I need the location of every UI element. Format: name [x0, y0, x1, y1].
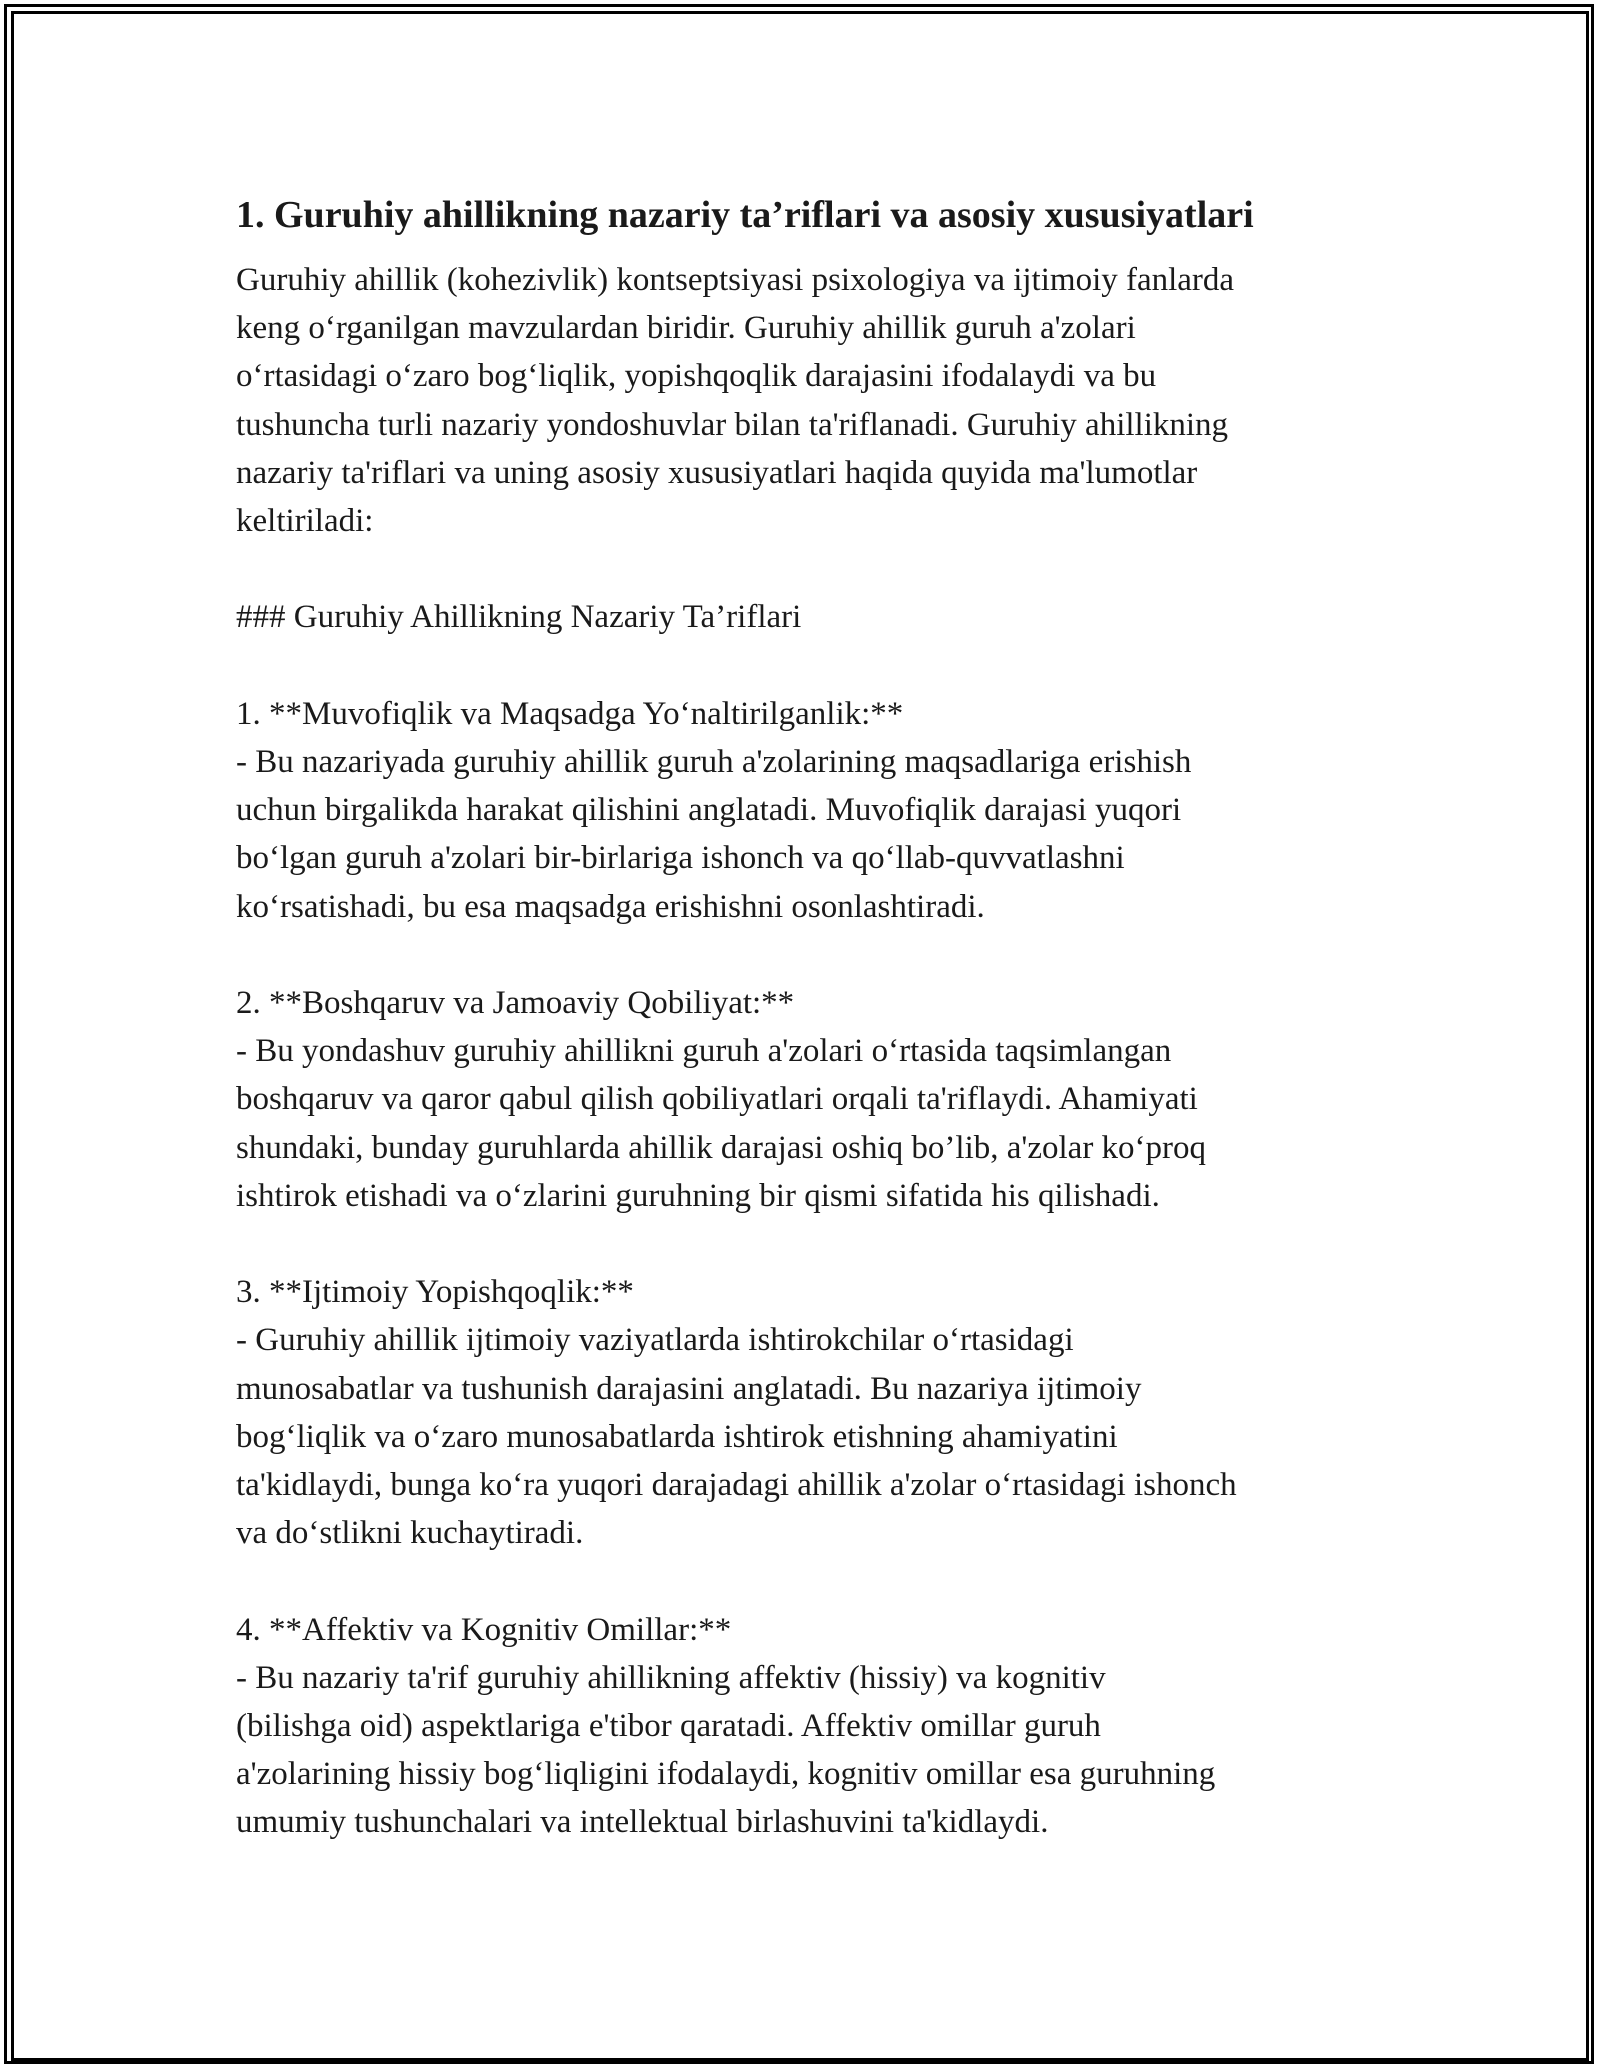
- section-3-body: - Guruhiy ahillik ijtimoiy vaziyatlarda ishtirokchilar o‘rtasidagi munosabatlar va tushunish darajasini anglatadi. Bu nazariya ijtimoiy bog‘liqlik va o‘zaro munosabatlarda ishtirok etishning ahamiyatini ta'kidlaydi, bunga ko‘ra yuqori darajadagi ahillik a'zolar o‘rtasidagi ishonch va do‘stlikni kuchaytiradi.: [236, 1322, 1237, 1552]
- document-body: [236, 188, 1366, 1847]
- paragraph-gap: [236, 1220, 1366, 1268]
- section-2-body: - Bu yondashuv guruhiy ahillikni guruh a'zolari o‘rtasida taqsimlangan boshqaruv va qaror qabul qilish qobiliyatlari orqali ta'riflaydi. Ahamiyati shundaki, bunday guruhlarda ahillik darajasi oshiq bo’lib, a'zolar ko‘proq ishtirok etishadi va o‘zlarini guruhning bir qismi sifatida his qilishadi.: [236, 1033, 1207, 1214]
- paragraph-gap: [236, 642, 1366, 690]
- paragraph-gap: [236, 1557, 1366, 1605]
- section-2-heading: 2. **Boshqaruv va Jamoaviy Qobiliyat:**: [236, 985, 795, 1021]
- section-1-body: - Bu nazariyada guruhiy ahillik guruh a'zolarining maqsadlariga erishish uchun birgalikda harakat qilishini anglatadi. Muvofiqlik darajasi yuqori bo‘lgan guruh a'zolari bir-birlariga ishonch va qo‘llab-quvvatlashni ko‘rsatishadi, bu esa maqsadga erishishni osonlashtiradi.: [236, 744, 1192, 925]
- intro-paragraph: Guruhiy ahillik (kohezivlik) kontseptsiyasi psixologiya va ijtimoiy fanlarda keng o‘rganilgan mavzulardan biridir. Guruhiy ahillik guruh a'zolari o‘rtasidagi o‘zaro bog‘liqlik, yopishqoqlik darajasini ifodalaydi va bu tushuncha turli nazariy yondoshuvlar bilan ta'riflanadi. Guruhiy ahillikning nazariy ta'riflari va uning asosiy xususiyatlari haqida quyida ma'lumotlar keltiriladi:: [236, 262, 1235, 540]
- document-title: 1. Guruhiy ahillikning nazariy ta’riflari va asosiy xususiyatlari: [236, 194, 1254, 236]
- section-3-heading: 3. **Ijtimoiy Yopishqoqlik:**: [236, 1274, 634, 1311]
- section-1-heading: 1. **Muvofiqlik va Maqsadga Yo‘naltirilganlik:**: [236, 695, 904, 732]
- section-4-body: - Bu nazariy ta'rif guruhiy ahillikning affektiv (hissiy) va kognitiv (bilishga oid) aspektlariga e'tibor qaratadi. Affektiv omillar guruh a'zolarining hissiy bog‘liqligini ifodalaydi, kognitiv omillar esa guruhning umumiy tushunchalari va intellektual birlashuvini ta'kidlaydi.: [236, 1659, 1216, 1841]
- section-4-heading: 4. **Affektiv va Kognitiv Omillar:**: [236, 1611, 732, 1648]
- subheading: ### Guruhiy Ahillikning Nazariy Ta’riflari: [236, 599, 802, 636]
- paragraph-gap: [236, 545, 1366, 593]
- paragraph-gap: [236, 931, 1366, 979]
